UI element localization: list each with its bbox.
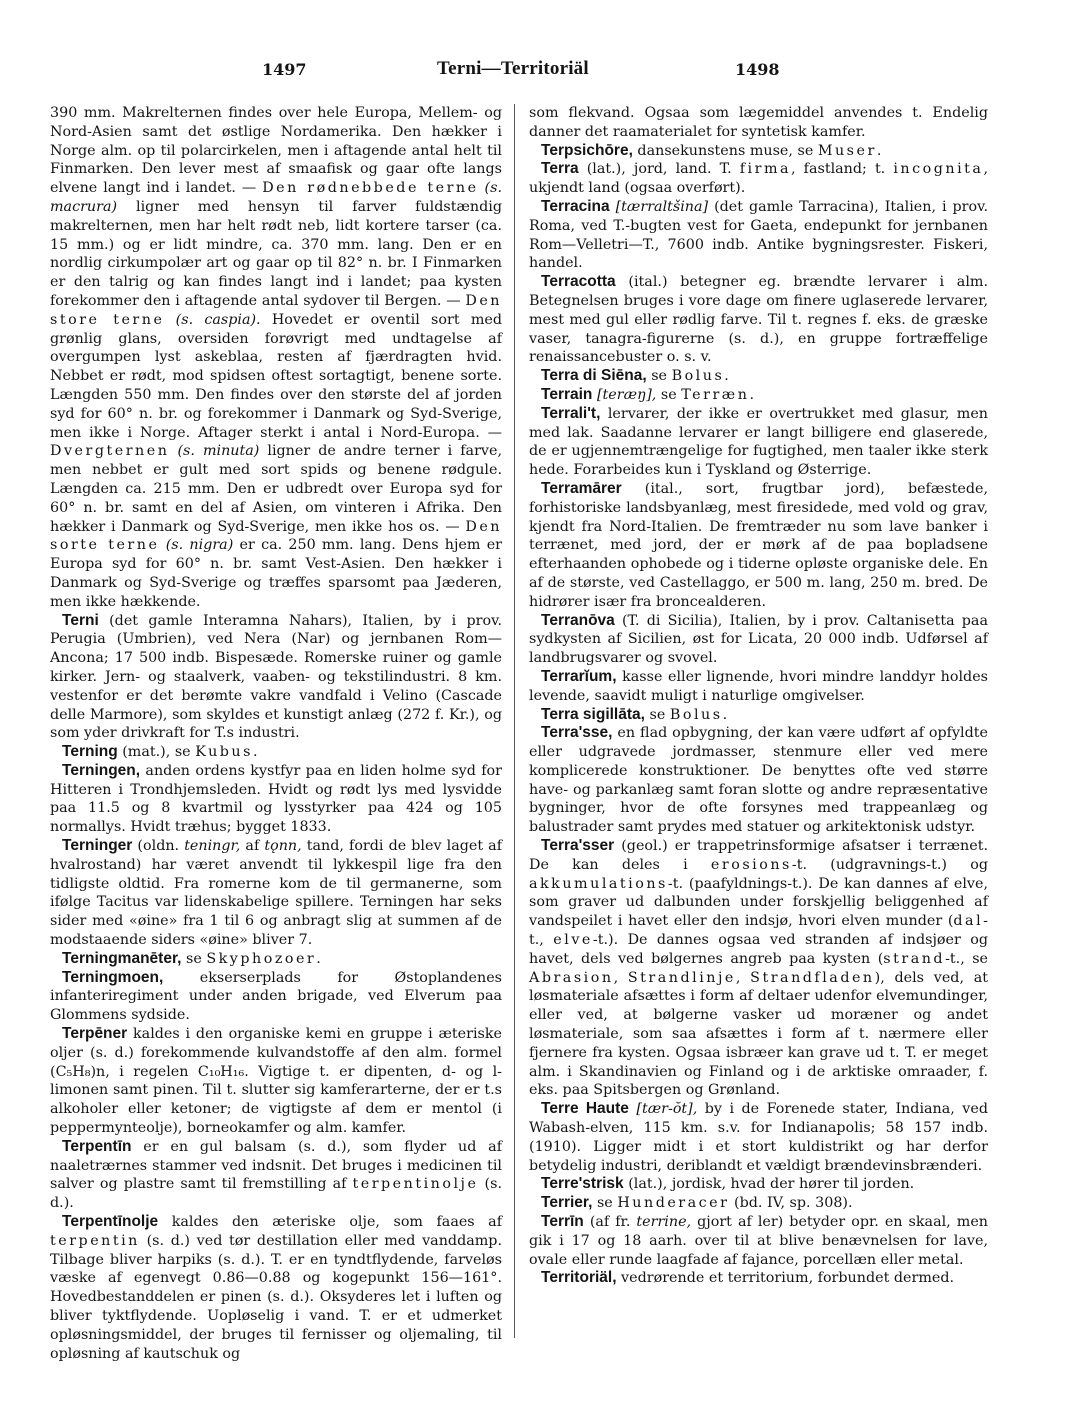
headword: Terningen, bbox=[62, 761, 141, 779]
entry-terra-sigillata: Terra sigillāta, se Bolus. bbox=[541, 705, 728, 723]
entry-terramarer: Terramārer (ital., sort, frugtbar jord), befæstede, forhistoriske landsbyanlæg, mest firesidede, med vold og grav, kjendt fra Nord-Italien. De fremtræder nu som lave banker i terrænet, med jord, der er mørk af de paa bopladsene efterhaanden ophobede og i tiderne opløste organiske dele. En af de største, ved Castellaggo, er 500 m. lang, 250 m. bred. De hidrører især fra broncealderen. bbox=[529, 479, 988, 610]
page-header bbox=[0, 60, 1080, 88]
headword: Terra di Siēna, bbox=[541, 367, 647, 385]
headword: Terrain bbox=[541, 385, 593, 403]
entry-terningen: Terningen, anden ordens kystfyr paa en liden holme syd for Hitteren i Trondhjemsleden. Hvidt og rødt lys med lysvidde paa 11.5 og 8 kvartmil og lysstyrker paa 424 og 105 normallys. Hvidt træhus; bygget 1833. bbox=[50, 761, 502, 836]
entry-terpentin: Terpentīn er en gul balsam (s. d.), som flyder ud af naaletrærnes stammer ved indsnit. Det bruges i medicinen til salver og plastre samt til fremstilling af terpentinolje (s. d.). bbox=[50, 1137, 502, 1212]
entry-terning: Terning (mat.), se Kubus. bbox=[62, 743, 258, 761]
entry-terningmoen: Terningmoen, ekserserplads for Østoplandenes infanteriregiment under anden brigade, ved Elverum paa Glommens sydside. bbox=[50, 968, 502, 1024]
headword: Terramārer bbox=[541, 479, 622, 497]
headword: Terpentīnolje bbox=[62, 1213, 159, 1231]
headword: Terpēner bbox=[62, 1025, 128, 1043]
entry-terra-di-siena: Terra di Siēna, se Bolus. bbox=[541, 367, 729, 385]
entry-terpener: Terpēner kaldes i den organiske kemi en gruppe i æteriske oljer (s. d.) forekommende kulvandstoffe af den alm. formel (C₅H₈)n, i regelen C₁₀H₁₆. Vigtige t. er dipenten, d- og l-limonen samt pinen. Til t. slutter sig kamferarterne, der er t.s alkoholer eller ketoner; de vigtigste af dem er mentol (i peppermynteolje), borneokamfer og alm. kamfer. bbox=[50, 1025, 502, 1137]
entry-terrasse: Terra'sse, en flad opbygning, der kan være udført af opfyldte eller udgravede jordmasser, stenmure eller ved mere komplicerede konstruktioner. De benyttes ofte ved større have- og parkanlæg samt foran slotte og andre repræsentative bygninger, hvor de ofte forsynes med trappeanlæg og balustrader samt prydes med statuer og arkitektonisk udstyr. bbox=[529, 724, 988, 836]
headword: Terningmanēter, bbox=[62, 949, 182, 967]
entry-terralit: Terrali't, lervarer, der ikke er overtrukket med glasur, men med lak. Saadanne lervarer er langt billigere end glaserede, de er ugjennemtrængelige for fugtighed, men taaler ikke sterk hede. Forarbeides kun i Tyskland og Østerrige. bbox=[529, 404, 988, 479]
headword: Terra bbox=[541, 160, 579, 178]
entry-terninger: Terninger (oldn. teningr, af tǫnn, tand, fordi de blev laget af hvalrostand) har været anvendt til lykkespil lige fra den tidligste oldtid. Fra romerne kom de til germanerne, som ifølge Tacitus var lidenskabelige spillere. Terningen har seks sider med «øine» fra 1 til 6 og anbragt slig at summen af de modstaaende siders «øine» bliver 7. bbox=[50, 837, 502, 949]
entry-terrarium: Terrarĭum, kasse eller lignende, hvori mindre landdyr holdes levende, saavidt muligt i naturlige omgivelser. bbox=[529, 667, 988, 704]
headword: Terninger bbox=[62, 837, 133, 855]
entry-terrin: Terrīn (af fr. terrine, gjort af ler) betyder opr. en skaal, men gik i 17 og 18 aarh. over til at blive benævnelsen for lave, ovale eller runde laagfade af fajance, porcellæn eller metal. bbox=[529, 1213, 988, 1268]
entry-terrasser: Terra'sser (geol.) er trappetrinsformige afsatser i terrænet. De kan deles i erosions-t. (udgravnings-t.) og akkumulations-t. (paafyldnings-t.). De kan dannes af elve, som graver ud dalbunden under forskjellig beliggenhed af vandspeilet i havet eller den indsjø, hvori elven munder (dal-t., elve-t.). De dannes ogsaa ved stranden af indsjøer og havet, dels ved bølgernes angreb paa kysten (strand-t., se Abrasion, Strandlinje, Strandfladen), dels ved, at løsmateriale afsættes i form af deltaer udenfor elvemundinger, eller ved, at bølgerne vasker ud moræner og andet løsmateriale, som saa afsættes i form af t. nærmere eller fjernere fra kysten. Ogsaa isbræer kan grave ud t. T. er meget alm. i Skandinavien og Finland og i de arktiske omraader, f. eks. paa Spitsbergen og Grønland. bbox=[529, 837, 989, 1099]
headword: Terni bbox=[62, 611, 99, 629]
page-number-right: 1498 bbox=[735, 60, 780, 79]
left-column bbox=[50, 104, 503, 1362]
headword: Terningmoen, bbox=[62, 968, 164, 986]
headword: Terracotta bbox=[541, 273, 616, 291]
page-number-left: 1497 bbox=[262, 60, 307, 79]
headword: Terracina bbox=[541, 197, 610, 215]
headword: Terre Haute bbox=[541, 1100, 629, 1118]
headword: Terra'sser bbox=[541, 837, 615, 855]
headword: Terpentīn bbox=[62, 1137, 132, 1155]
headword: Terrier, bbox=[541, 1194, 593, 1212]
headword: Terra'sse, bbox=[541, 724, 613, 742]
entry-terranova: Terranōva (T. di Sicilia), Italien, by i prov. Caltanisetta paa sydkysten af Sicilien, øst for Licata, 20 000 indb. Udførsel af landbrugsvarer og svovel. bbox=[529, 611, 988, 667]
running-title: Terni—Territoriäl bbox=[437, 58, 589, 79]
continued-entry-terpentinolje: som flekvand. Ogsaa som lægemiddel anvendes t. Endelig danner det raamaterialet for syntetisk kamfer. bbox=[529, 105, 988, 140]
entry-terracina: Terracina [tærraltšina] (det gamle Tarracina), Italien, i prov. Roma, ved T.-bugten vest for Gaeta, endepunkt for jernbanen Rom—Velletri—T., 7600 indb. Antike bygningsrester. Fiskeri, handel. bbox=[529, 197, 988, 272]
entry-terrier: Terrier, se Hunderacer (bd. IV, sp. 308). bbox=[541, 1194, 853, 1212]
headword: Terre'strisk bbox=[541, 1175, 624, 1193]
entry-terra: Terra (lat.), jord, land. T. firma, fastland; t. incognita, ukjendt land (ogsaa overført). bbox=[529, 160, 988, 197]
headword: Terra sigillāta, bbox=[541, 705, 645, 723]
entry-terracotta: Terracotta (ital.) betegner eg. brændte lervarer i alm. Betegnelsen bruges i vore dage om finere uglaserede lervarer, mest med gul eller rødlig farve. Til t. regnes f. eks. de græske vaser, tanagra-figurerne (s. d.), en gruppe fortræffelige renaissancebuster o. s. v. bbox=[529, 273, 988, 366]
entry-terpentinolje: Terpentīnolje kaldes den æteriske olje, som faaes af terpentin (s. d.) ved tør destillation eller med vanddamp. Tilbage bliver harpiks (s. d.). T. er en tyndtflydende, farveløs væske af egenvegt 0.86—0.88 og kogepunkt 156—161°. Hovedbestanddelen er pinen (s. d.). Oksyderes let i luften og bliver tyktflydende. Uopløselig i vand. T. er et udmerket opløsningsmiddel, der bruges til fernisser og oljemaling, til opløsning af kautschuk og bbox=[50, 1213, 502, 1362]
entry-terpsichore: Terpsichōre, dansekunstens muse, se Muser. bbox=[541, 141, 882, 159]
headword: Territoriäl, bbox=[541, 1269, 617, 1287]
entry-terrestrisk: Terre'strisk (lat.), jordisk, hvad der hører til jorden. bbox=[541, 1175, 915, 1193]
entry-terre-haute: Terre Haute [tær-ŏt], by i de Forenede stater, Indiana, ved Wabash-elven, 115 km. s.v. for Indianapolis; 58 157 indb. (1910). Ligger midt i et stort kuldistrikt og har derfor betydelig industri, deriblandt et vældigt brændevinsbrænderi. bbox=[529, 1100, 988, 1174]
continued-entry-terne: 390 mm. Makrelternen findes over hele Europa, Mellem- og Nord-Asien samt det østlige Nordamerika. Den hækker i Norge alm. op til polarcirkelen, men i aftagende antal helt til Finmarken. Den lever mest af smaafisk og gaar ofte langs elvene langt ind i landet. — Den rødnebbede terne (s. macrura) ligner med hensyn til farver fuldstændig makrelternen, men har helt rødt neb, lidt kortere tarser (ca. 15 mm.) og er lidt mindre, ca. 370 mm. lang. Den er en nordlig cirkumpolær art og gaar op til 82° n. br. I Finmarken er den talrig og kan findes langt ind i landet; paa kysten forekommer den i aftagende antal sydover til Bergen. — Den store terne (s. caspia). Hovedet er oventil sort med grønlig glans, oversiden forøvrigt med undtagelse af overgumpen lyst askeblaa, resten af fjærdragten hvid. Nebbet er rødt, mod spidsen oftest sortagtigt, benene sorte. Længden 550 mm. Den findes over den største del af jorden syd for 60° n. br. og forekommer i Danmark og Syd-Sverige, men ikke i Norge. Aftager sterkt i antal i Nord-Europa. — Dvergternen (s. minuta) ligner de andre terner i farve, men nebbet er gult med sort spids og benene rødgule. Længden ca. 215 mm. Den er udbredt over Europa syd for 60° n. br. samt en del af Asien, om vinteren i Afrika. Den hækker i Danmark og Syd-Sverige, men ikke hos os. — Den sorte terne (s. nigra) er ca. 250 mm. lang. Dens hjem er Europa syd for 60° n. br. samt Vest-Asien. Den hækker i Danmark og Syd-Sverige og træffes sparsomt paa Jæderen, men ikke hækkende. bbox=[50, 105, 503, 610]
right-column bbox=[529, 104, 988, 1344]
headword: Terrarĭum, bbox=[541, 667, 617, 685]
headword: Terranōva bbox=[541, 611, 615, 629]
headword: Terrīn bbox=[541, 1213, 584, 1231]
entry-territorial: Territoriäl, vedrørende et territorium, forbundet dermed. bbox=[541, 1269, 955, 1287]
headword: Terrali't, bbox=[541, 404, 601, 422]
column-divider bbox=[514, 104, 515, 1338]
entry-terningmaneter: Terningmanēter, se Skyphozoer. bbox=[62, 949, 321, 967]
entry-terni: Terni (det gamle Interamna Nahars), Italien, by i prov. Perugia (Umbrien), ved Nera (Nar) og jernbanen Rom—Ancona; 17 500 indb. Bispesæde. Romerske ruiner og gamle kirker. Jern- og staalverk, vaaben- og tekstilindustri. 8 km. vestenfor er det berømte vakre vandfald i Velino (Cascade delle Marmore), som skyldes et kunstigt anlæg (272 f. Kr.), og som yder drivkraft for T.s industri. bbox=[50, 611, 502, 742]
entry-terrain: Terrain [teræŋ], se Terræn. bbox=[541, 385, 754, 403]
headword: Terning bbox=[62, 743, 118, 761]
headword: Terpsichōre, bbox=[541, 141, 633, 159]
